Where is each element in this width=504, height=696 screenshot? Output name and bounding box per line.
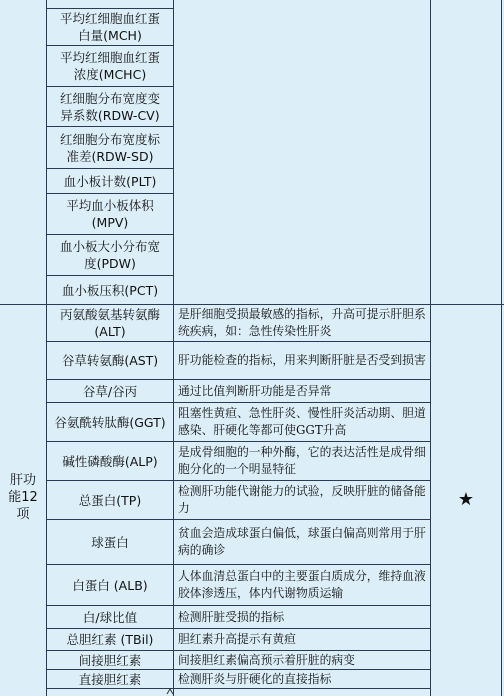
test-name-mpv: 平均血小板体积(MPV) bbox=[66, 198, 154, 230]
test-name-ag-ratio: 白/球比值 bbox=[82, 609, 138, 625]
test-desc-ibil: 间接胆红素偏高预示着肝脏的病变 bbox=[178, 652, 355, 667]
test-desc-alb: 人体血清总蛋白中的主要蛋白质成分，维持血液胶体渗透压，体内代谢物质运输 bbox=[178, 569, 426, 600]
test-name-rdw-sd: 红细胞分布宽度标准差(RDW-SD) bbox=[59, 131, 160, 164]
test-name-alb: 白蛋白 (ALB) bbox=[72, 577, 148, 593]
test-name-tbil: 总胆红素 (TBil) bbox=[66, 632, 154, 647]
test-name-ast-alt-ratio: 谷草/谷丙 bbox=[82, 383, 138, 399]
test-desc-ast-alt-ratio: 通过比值判断肝功能是否异常 bbox=[178, 383, 332, 398]
test-desc-alp: 是成骨细胞的一种外酶，它的表达活性是成骨细胞分化的一个明显特征 bbox=[178, 445, 426, 476]
recommended-star-icon: ★ bbox=[457, 488, 475, 510]
test-name-alp: 碱性磷酸酶(ALP) bbox=[62, 453, 158, 469]
test-name-alt: 丙氨酸氨基转氨酶(ALT) bbox=[59, 307, 160, 339]
test-desc-tbil: 胆红素升高提示有黄疸 bbox=[178, 632, 296, 646]
test-name-rdw-cv: 红细胞分布宽度变异系数(RDW-CV) bbox=[59, 90, 160, 123]
test-name-tp: 总蛋白(TP) bbox=[78, 492, 142, 508]
test-desc-ggt: 阻塞性黄疸、急性肝炎、慢性肝炎活动期、胆道感染、肝硬化等都可使GGT升高 bbox=[178, 406, 426, 437]
page-cutoff-mark bbox=[166, 687, 174, 695]
test-name-pdw: 血小板大小分布宽度(PDW) bbox=[59, 239, 160, 271]
test-desc-dbil: 检测肝炎与肝硬化的直接指标 bbox=[178, 671, 332, 686]
test-name-pct: 血小板压积(PCT) bbox=[61, 282, 159, 298]
category-liver-function: 肝功能12项 bbox=[8, 472, 38, 522]
test-name-plt: 血小板计数(PLT) bbox=[63, 173, 157, 189]
test-desc-ag-ratio: 检测肝脏受损的指标 bbox=[178, 609, 285, 624]
test-name-ast: 谷草转氨酶(AST) bbox=[61, 353, 159, 368]
test-name-ibil: 间接胆红素 bbox=[78, 652, 142, 668]
test-desc-globulin: 贫血会造成球蛋白偏低，球蛋白偏高则常用于肝病的确诊 bbox=[178, 526, 426, 557]
test-name-globulin: 球蛋白 bbox=[91, 534, 129, 550]
test-name-mchc: 平均红细胞血红蛋浓度(MCHC) bbox=[59, 50, 160, 82]
test-name-dbil: 直接胆红素 bbox=[78, 671, 142, 687]
test-desc-ast: 肝功能检查的指标，用来判断肝脏是否受到损害 bbox=[178, 353, 426, 367]
test-desc-alt: 是肝细胞受损最敏感的指标，升高可提示肝胆系统疾病，如：急性传染性肝炎 bbox=[178, 307, 426, 338]
test-name-mch: 平均红细胞血红蛋白量(MCH) bbox=[59, 11, 160, 43]
test-desc-tp: 检测肝功能代谢能力的试验，反映肝脏的储备能力 bbox=[178, 484, 426, 515]
test-name-ggt: 谷氨酰转肽酶(GGT) bbox=[54, 414, 166, 430]
